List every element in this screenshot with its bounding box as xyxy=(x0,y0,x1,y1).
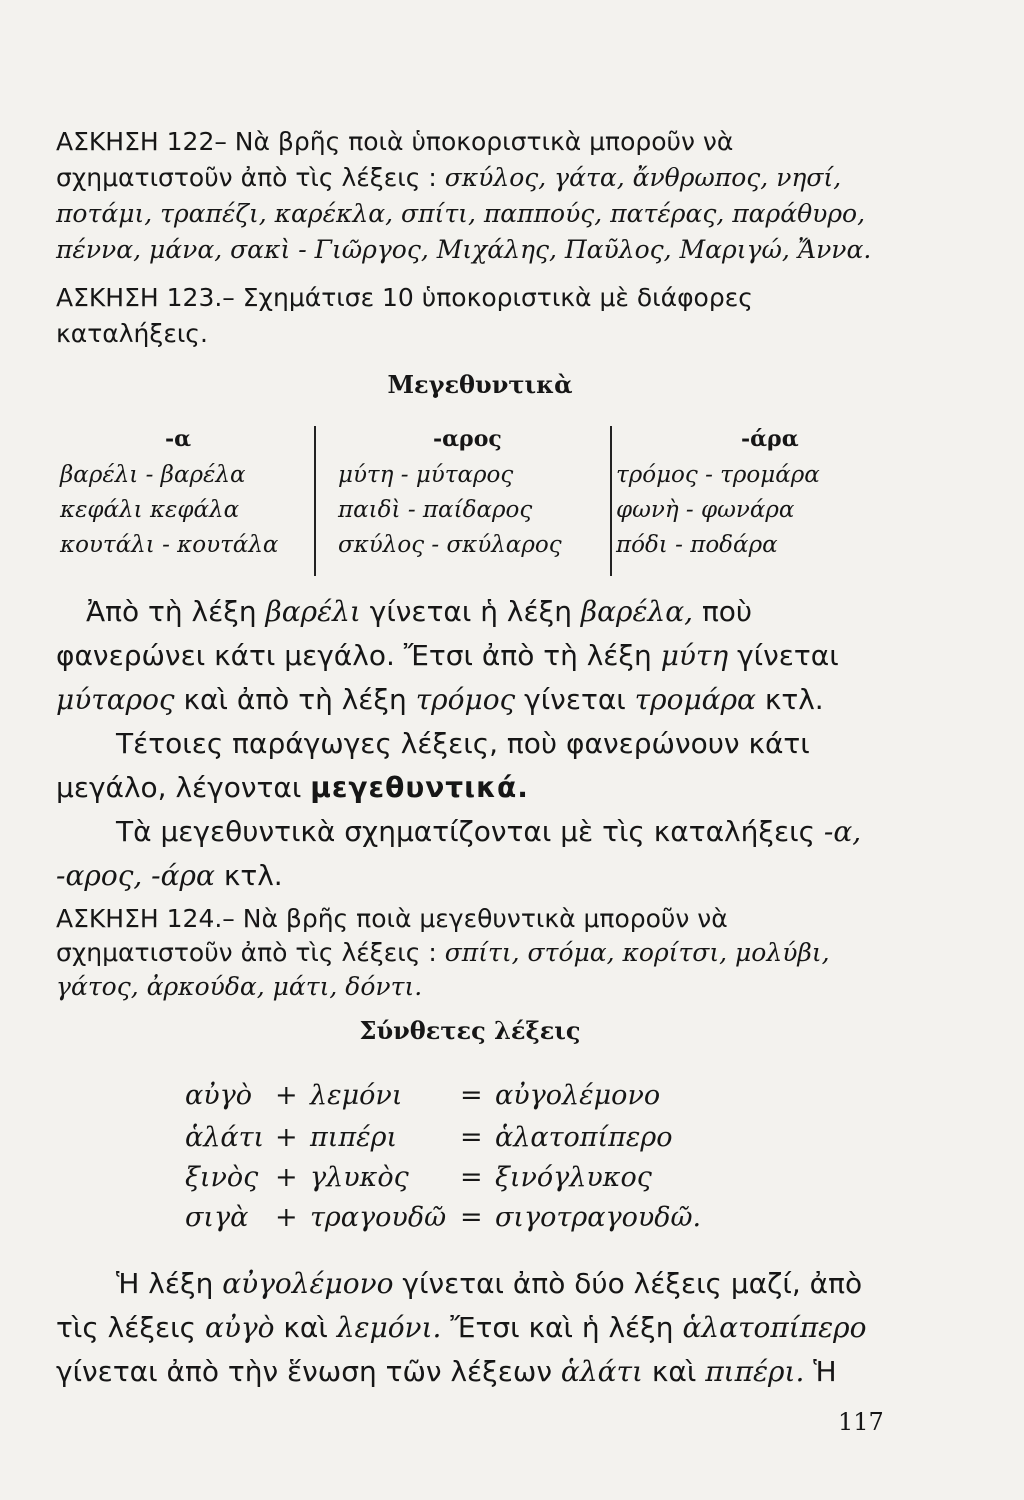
table-column xyxy=(60,420,310,563)
compound-part: ξινὸς xyxy=(185,1162,259,1193)
table-row: κουτάλι - κουτάλα xyxy=(60,532,279,558)
explanation-paragraph-1 xyxy=(56,590,886,722)
exercise-122-words: σκύλος, γάτα, ἄνθρωπος, νησί, ποτάμι, τραπέζι, καρέκλα, σπίτι, παππούς, πατέρας, παράθυρο, πέννα, μάνα, σακὶ - Γιῶργος, Μιχάλης, Παῦλος, Μαριγώ, Ἄννα. xyxy=(56,163,872,264)
equals-sign: = xyxy=(460,1080,483,1111)
text-run: καὶ xyxy=(651,1355,697,1388)
augmentatives-table xyxy=(56,420,876,580)
example-word: αὐγολέμονο xyxy=(222,1267,394,1300)
exercise-124-words: σπίτι, στόμα, κορίτσι, μολύβι, γάτος, ἀρκούδα, μάτι, δόντι. xyxy=(56,938,830,1001)
exercise-124 xyxy=(56,902,886,1004)
compound-row xyxy=(185,1158,745,1198)
text-run: Ἔτσι καὶ ἡ λέξη xyxy=(450,1311,674,1344)
text-run: γίνεται ἀπὸ τὴν ἕνωση τῶν λέξεων xyxy=(56,1355,553,1388)
table-row: πόδι - ποδάρα xyxy=(616,532,778,558)
table-row: φωνὴ - φωνάρα xyxy=(616,497,795,523)
plus-sign: + xyxy=(275,1080,298,1111)
table-column xyxy=(338,420,598,563)
column-header: -αρος xyxy=(433,426,502,452)
explanation-paragraph-2 xyxy=(56,722,886,810)
compound-part: πιπέρι xyxy=(310,1122,398,1153)
explanation-paragraph-3 xyxy=(56,810,886,898)
text-run: κτλ. xyxy=(223,859,283,892)
example-word: μύτη xyxy=(660,639,729,672)
table-row: σκύλος - σκύλαρος xyxy=(338,532,562,558)
exercise-122 xyxy=(56,124,886,268)
text-run: Ἡ λέξη xyxy=(116,1267,214,1300)
compound-result: σιγοτραγουδῶ. xyxy=(495,1202,702,1233)
compound-part: τραγουδῶ xyxy=(310,1202,447,1233)
equals-sign: = xyxy=(460,1162,483,1193)
plus-sign: + xyxy=(275,1162,298,1193)
compound-row xyxy=(185,1118,745,1158)
example-word: αὐγὸ xyxy=(204,1311,275,1344)
key-term: μεγεθυντικά. xyxy=(310,771,529,804)
text-run: Ἡ xyxy=(813,1355,837,1388)
compounds-heading: Σύνθετες λέξεις xyxy=(359,1016,581,1045)
compound-part: ἁλάτι xyxy=(185,1122,265,1153)
text-run: Τέτοιες παράγωγες λέξεις, ποὺ φανερώνουν κάτι μεγάλο, λέγονται xyxy=(56,727,810,804)
example-word: λεμόνι. xyxy=(336,1311,442,1344)
text-run: Ἀπὸ τὴ λέξη xyxy=(86,595,257,628)
example-word: πιπέρι. xyxy=(705,1355,805,1388)
explanation-paragraph-4 xyxy=(56,1262,886,1394)
example-word: βαρέλα, xyxy=(580,595,694,628)
compound-row xyxy=(185,1076,745,1116)
endings: -α, -αρος, -άρα xyxy=(56,815,862,892)
text-run: καὶ ἀπὸ τὴ λέξη xyxy=(183,683,407,716)
page-number: 117 xyxy=(838,1408,884,1436)
exercise-124-label: ΑΣΚΗΣΗ 124.– Νὰ βρῆς ποιὰ μεγεθυντικὰ μποροῦν νὰ σχηματιστοῦν ἀπὸ τὶς λέξεις : xyxy=(56,904,728,967)
column-header: -άρα xyxy=(741,426,799,452)
example-word: τρομάρα xyxy=(634,683,756,716)
table-row: τρόμος - τρομάρα xyxy=(616,462,820,488)
text-run: γίνεται ἡ λέξη xyxy=(369,595,572,628)
column-divider xyxy=(314,426,316,576)
text-run: Τὰ μεγεθυντικὰ σχηματίζονται μὲ τὶς καταλήξεις xyxy=(116,815,816,848)
compound-part: σιγὰ xyxy=(185,1202,249,1233)
text-run: γίνεται xyxy=(524,683,626,716)
table-column xyxy=(616,420,876,563)
exercise-122-label: ΑΣΚΗΣΗ 122– Νὰ βρῆς ποιὰ ὑποκοριστικὰ μποροῦν νὰ σχηματιστοῦν ἀπὸ τὶς λέξεις : xyxy=(56,127,734,192)
column-header: -α xyxy=(165,426,192,452)
compound-row xyxy=(185,1198,745,1238)
example-word: ἁλατοπίπερο xyxy=(682,1311,867,1344)
text-run: γίνεται ἀπὸ δύο λέξεις μαζί, ἀπὸ τὶς λέξεις xyxy=(56,1267,863,1344)
column-divider xyxy=(610,426,612,576)
compound-result: ἁλατοπίπερο xyxy=(495,1122,673,1153)
compound-result: αὐγολέμονο xyxy=(495,1080,661,1111)
exercise-123 xyxy=(56,280,886,352)
text-run: κτλ. xyxy=(764,683,824,716)
compound-part: λεμόνι xyxy=(310,1080,403,1111)
example-word: ἁλάτι xyxy=(560,1355,643,1388)
table-row: βαρέλι - βαρέλα xyxy=(60,462,246,488)
exercise-123-text: ΑΣΚΗΣΗ 123.– Σχημάτισε 10 ὑποκοριστικὰ μὲ διάφορες καταλήξεις. xyxy=(56,283,753,348)
table-row: κεφάλι κεφάλα xyxy=(60,497,240,523)
text-run: ποὺ φανερώνει κάτι μεγάλο. Ἔτσι ἀπὸ τὴ λέξη xyxy=(56,595,753,672)
equals-sign: = xyxy=(460,1122,483,1153)
text-run: γίνεται xyxy=(737,639,839,672)
table-row: μύτη - μύταρος xyxy=(338,462,514,488)
example-word: τρόμος xyxy=(415,683,516,716)
plus-sign: + xyxy=(275,1202,298,1233)
compound-result: ξινόγλυκος xyxy=(495,1162,652,1193)
example-word: βαρέλι xyxy=(265,595,361,628)
compound-part: γλυκὸς xyxy=(310,1162,409,1193)
augmentatives-heading: Μεγεθυντικὰ xyxy=(387,370,573,399)
equals-sign: = xyxy=(460,1202,483,1233)
plus-sign: + xyxy=(275,1122,298,1153)
text-run: καὶ xyxy=(283,1311,328,1344)
table-row: παιδὶ - παίδαρος xyxy=(338,497,533,523)
compound-part: αὐγὸ xyxy=(185,1080,253,1111)
example-word: μύταρος xyxy=(56,683,175,716)
